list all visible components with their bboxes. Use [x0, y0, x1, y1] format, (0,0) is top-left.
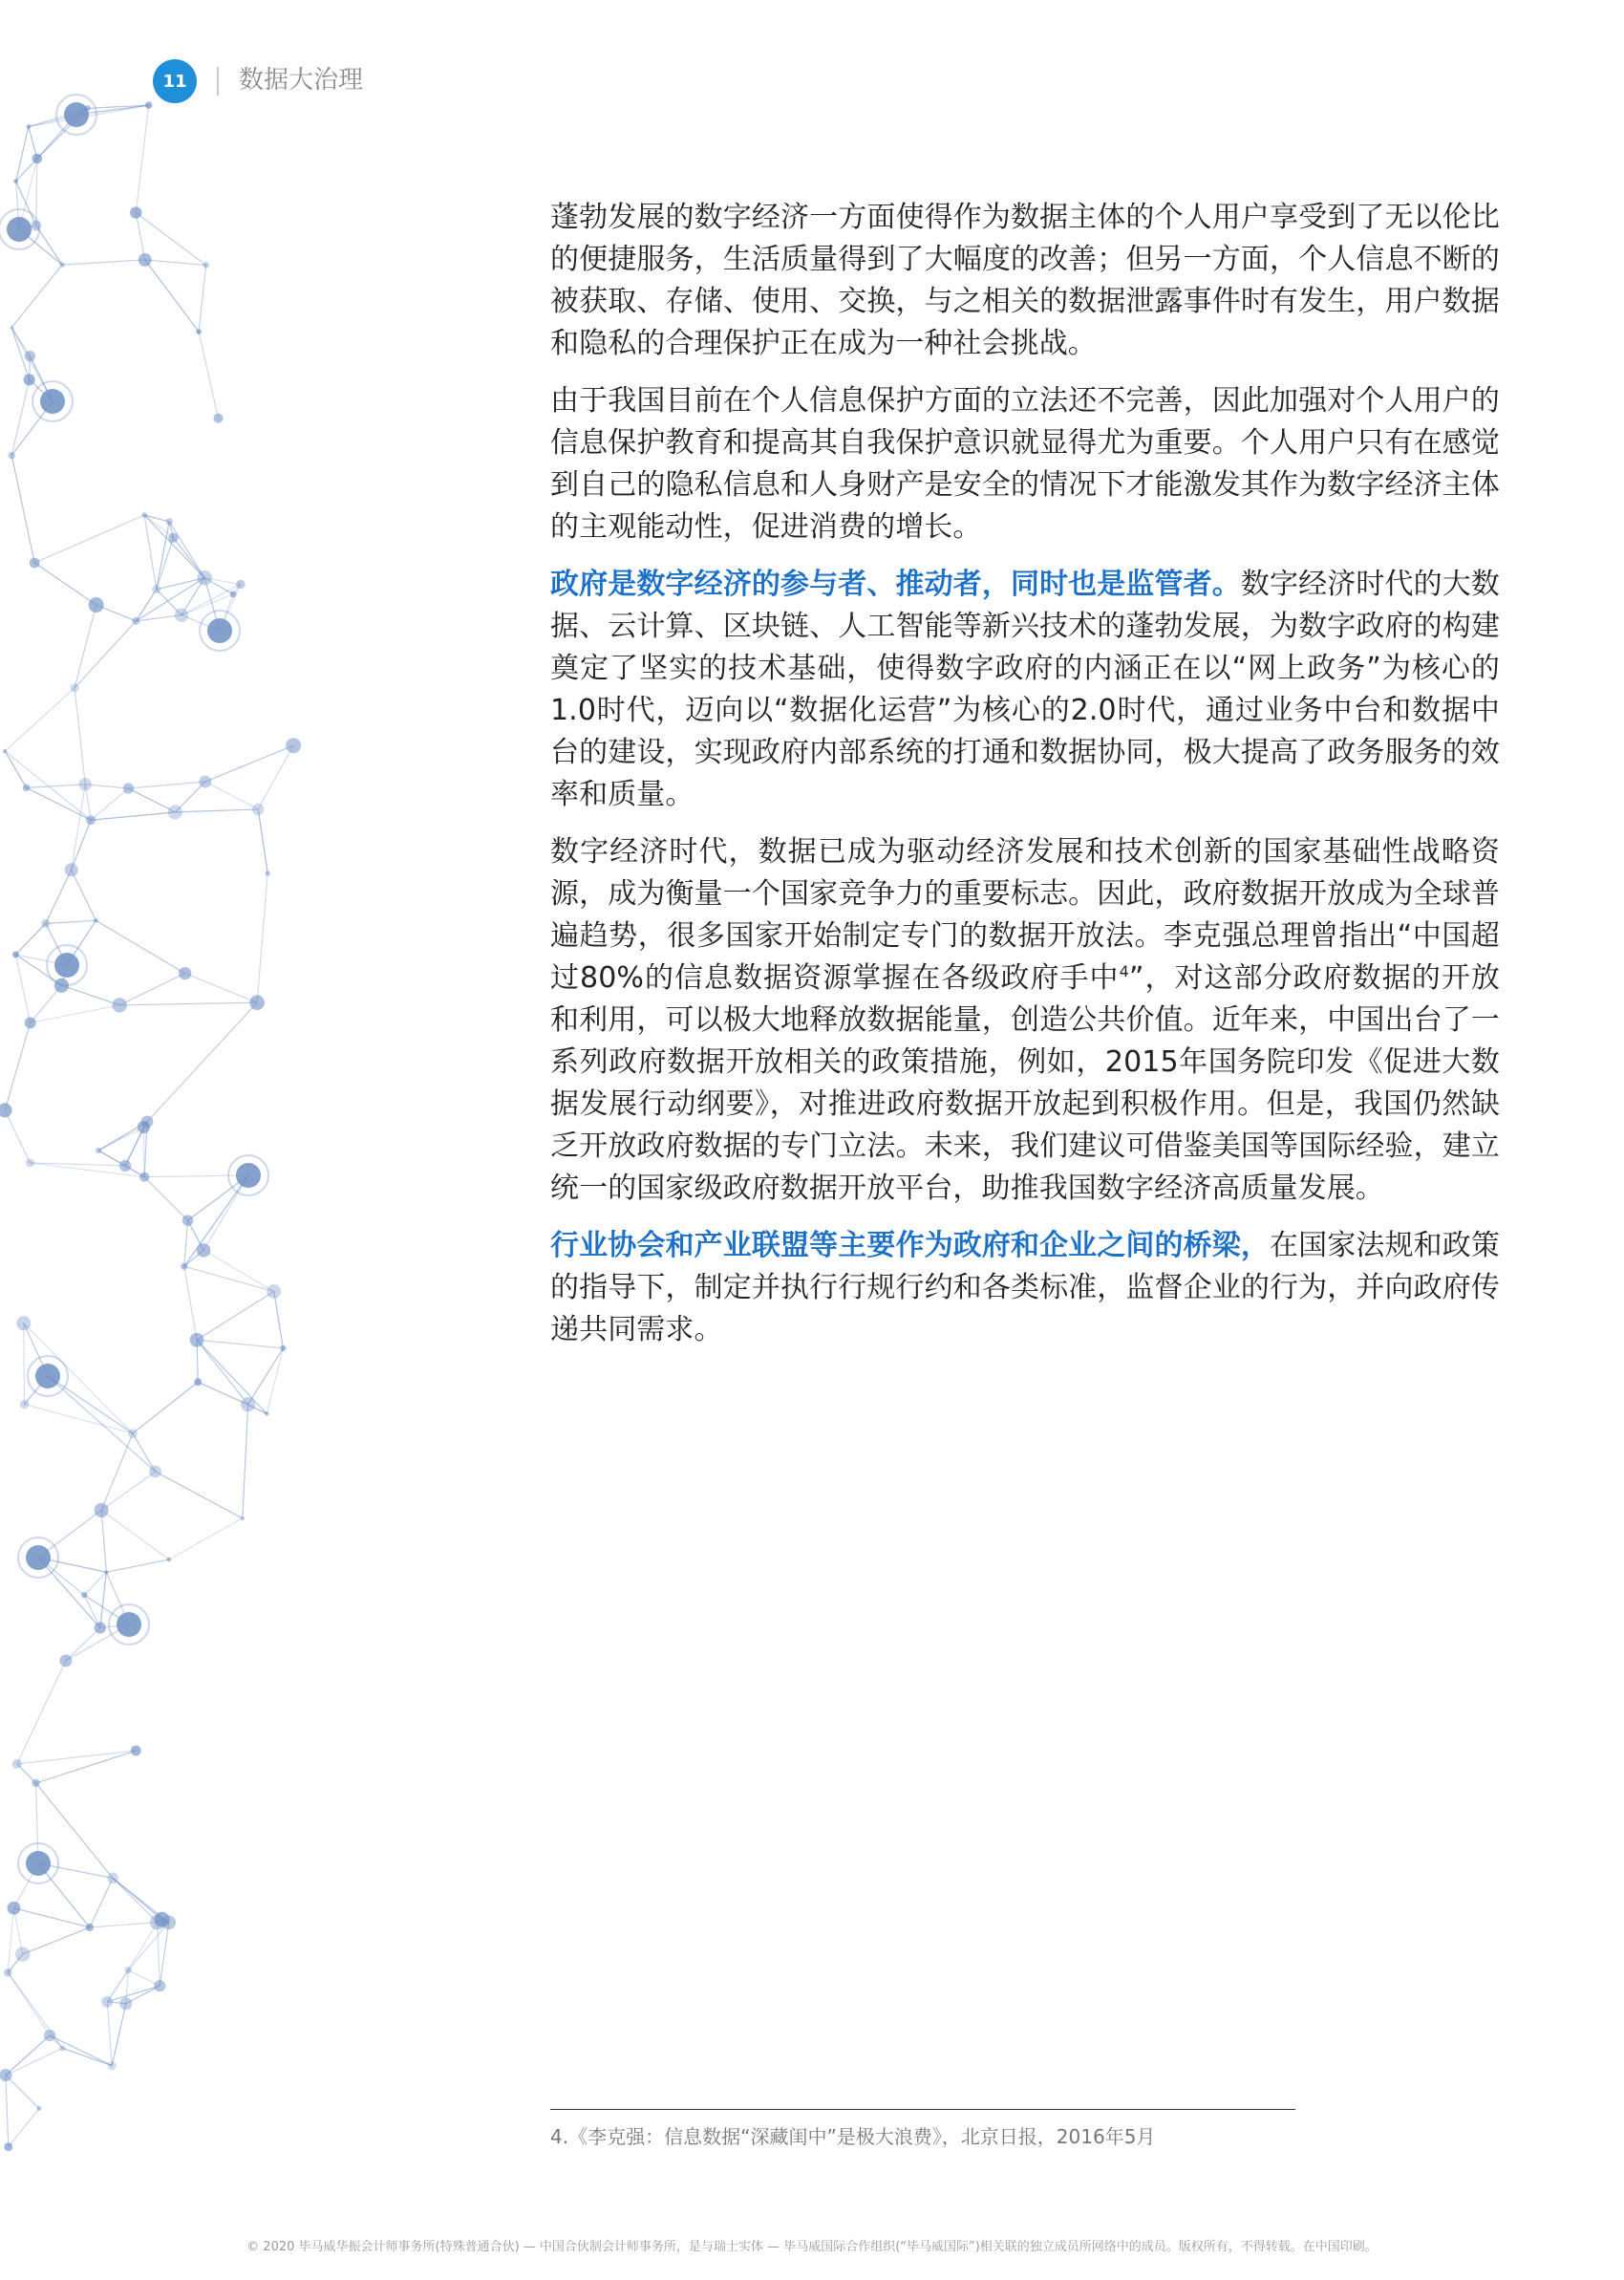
network-node — [40, 389, 65, 414]
network-node — [44, 2030, 55, 2041]
network-node — [181, 1263, 187, 1270]
network-node — [24, 374, 35, 385]
network-node — [86, 815, 96, 825]
network-line — [5, 751, 91, 820]
network-node — [165, 518, 172, 525]
network-node — [128, 1429, 138, 1438]
network-line — [100, 1572, 107, 1627]
network-node — [108, 2061, 117, 2070]
network-node — [54, 979, 69, 993]
network-node — [119, 1160, 131, 1172]
network-node — [13, 179, 18, 183]
paragraph-text: 蓬勃发展的数字经济一方面使得作为数据主体的个人用户享受到了无以伦比的便捷服务，生活质量得到了大幅度的改善；但另一方面，个人信息不断的被获取、存储、使用、交换，与之相关的数据泄露事件时有发生，用户数据和隐私的合理保护正在成为一种社会挑战。 — [550, 201, 1500, 360]
header-divider — [217, 67, 219, 96]
network-line — [25, 1405, 133, 1433]
network-node — [32, 154, 43, 164]
network-node — [267, 1284, 281, 1299]
paragraph — [550, 380, 1500, 548]
network-node — [25, 1017, 36, 1028]
network-node — [101, 1996, 113, 2008]
network-line — [5, 751, 26, 787]
network-line — [145, 260, 199, 332]
network-node — [3, 749, 7, 753]
network-line — [8, 1908, 13, 1973]
network-node — [20, 1400, 29, 1409]
network-node — [194, 1378, 202, 1386]
network-node — [168, 805, 182, 819]
network-line — [17, 1751, 136, 1764]
network-node — [26, 1159, 34, 1168]
network-line — [72, 870, 96, 920]
network-line — [27, 785, 86, 788]
paragraph — [550, 564, 1500, 816]
network-node — [59, 2045, 65, 2051]
network-line — [96, 920, 184, 973]
network-line — [62, 260, 145, 265]
network-node — [4, 2142, 12, 2151]
network-line — [175, 809, 258, 812]
network-line — [119, 1002, 257, 1005]
network-line — [46, 920, 96, 923]
network-line — [197, 1340, 248, 1404]
network-node — [12, 1759, 22, 1769]
network-line — [113, 1878, 158, 1922]
network-line — [136, 590, 156, 621]
network-node — [154, 1980, 165, 1991]
network-node — [0, 1103, 12, 1117]
network-line — [34, 563, 96, 605]
network-line — [91, 788, 128, 820]
network-node — [65, 863, 78, 876]
network-node — [249, 995, 265, 1010]
paragraph-text: 数字经济时代，数据已成为驱动经济发展和技术创新的国家基础性战略资源，成为衡量一个国家竞争力的重要标志。因此，政府数据开放成为全球普遍趋势，很多国家开始制定专门的数据开放法。李克强总理曾指出“中国超过80%的信息数据资源掌握在各级政府手中 — [550, 835, 1500, 995]
network-line — [133, 1433, 156, 1472]
network-node — [30, 558, 40, 569]
paragraph — [550, 831, 1500, 1210]
network-line — [16, 127, 29, 182]
network-node — [131, 1746, 141, 1756]
network-line — [107, 2002, 112, 2066]
network-node — [265, 871, 269, 875]
network-node — [4, 1968, 11, 1976]
network-line — [197, 1340, 267, 1413]
network-line — [257, 873, 267, 1002]
network-line — [84, 1572, 106, 1595]
network-node — [26, 1545, 51, 1570]
decorative-network-graphic — [0, 0, 449, 2280]
network-node — [241, 1516, 245, 1520]
network-node — [35, 1364, 60, 1388]
network-line — [184, 1175, 248, 1266]
network-node — [132, 617, 139, 625]
network-line — [24, 1323, 25, 1405]
network-node — [26, 1851, 51, 1876]
network-line — [106, 1559, 169, 1572]
network-node — [182, 1215, 194, 1226]
network-line — [6, 2076, 9, 2147]
network-node — [59, 1654, 72, 1667]
network-line — [199, 265, 206, 332]
network-line — [119, 974, 184, 1005]
network-node — [252, 804, 265, 816]
network-line — [203, 1175, 248, 1250]
network-node — [280, 1345, 286, 1351]
network-node — [31, 221, 41, 231]
network-node — [152, 585, 160, 593]
network-line — [144, 1177, 187, 1220]
network-node — [8, 1902, 21, 1915]
network-node — [59, 262, 65, 268]
network-line — [48, 1376, 133, 1433]
network-node — [95, 1503, 109, 1517]
network-line — [11, 456, 34, 563]
network-line — [61, 985, 119, 1005]
network-node — [141, 1116, 154, 1129]
network-line — [36, 1751, 137, 1783]
network-line — [173, 538, 204, 578]
network-line — [258, 809, 267, 873]
network-line — [27, 787, 91, 820]
network-line — [258, 745, 293, 809]
network-node — [213, 414, 223, 423]
network-line — [90, 1923, 158, 1927]
network-node — [139, 1172, 149, 1182]
network-node — [175, 608, 189, 622]
paragraph-text: ”，对这部分政府数据的开放和利用，可以极大地释放数据能量，创造公共价值。近年来，中国出台了一系列政府数据开放相关的政策措施，例如，2015年国务院印发《促进大数据发展行动纲要》，对推进政府数据开放起到积极作用。但是，我国仍然缺乏开放政府数据的专门立法。未来，我们建议可借鉴美国等国际经验，建立统一的国家级政府数据开放平台，助推我国数字经济高质量发展。 — [550, 961, 1500, 1205]
network-line — [5, 1022, 31, 1110]
network-line — [107, 1970, 128, 2002]
network-node — [168, 532, 178, 542]
network-node — [149, 1466, 161, 1478]
network-line — [34, 515, 144, 563]
network-node — [139, 253, 152, 267]
network-node — [199, 775, 211, 787]
network-node — [54, 953, 79, 978]
network-node — [7, 217, 32, 242]
network-line — [91, 812, 175, 820]
network-line — [23, 1927, 90, 1954]
network-line — [50, 2035, 112, 2066]
network-line — [17, 1661, 66, 1764]
network-line — [101, 1510, 169, 1559]
network-node — [145, 101, 152, 108]
network-node — [41, 919, 50, 928]
paragraph — [550, 1225, 1500, 1351]
network-line — [46, 870, 72, 923]
network-node — [112, 998, 126, 1012]
network-node — [130, 206, 141, 218]
network-node — [89, 597, 104, 613]
network-line — [63, 2048, 113, 2065]
network-line — [145, 260, 206, 266]
network-line — [72, 785, 86, 871]
network-node — [64, 102, 89, 127]
network-line — [147, 1002, 257, 1122]
network-line — [6, 2035, 50, 2076]
section-title: 数据大治理 — [239, 66, 364, 95]
network-node — [26, 124, 31, 129]
network-line — [136, 213, 144, 260]
network-node — [10, 326, 13, 330]
network-line — [6, 2076, 39, 2109]
network-node — [197, 570, 212, 586]
network-node — [123, 783, 134, 793]
network-line — [248, 1348, 284, 1405]
network-line — [184, 1220, 188, 1266]
network-node — [32, 1779, 39, 1787]
network-node — [150, 1915, 165, 1930]
network-node — [119, 1997, 132, 2010]
network-node — [86, 1924, 94, 1931]
network-node — [236, 580, 245, 589]
network-node — [36, 2106, 41, 2111]
network-line — [169, 1518, 243, 1559]
network-line — [11, 265, 62, 328]
network-line — [9, 2108, 39, 2146]
network-line — [197, 1340, 283, 1348]
network-node — [167, 1558, 172, 1562]
network-line — [13, 1908, 89, 1927]
network-line — [184, 1266, 197, 1340]
network-line — [36, 226, 62, 265]
network-node — [95, 1622, 106, 1633]
network-node — [81, 1592, 87, 1598]
network-line — [197, 1291, 274, 1340]
copyright-notice: © 2020 毕马威华振会计师事务所(特殊普通合伙) — 中国合伙制会计师事务所，是与瑞士实体 — 毕马威国际合作组织(“毕马威国际”)相关联的独立成员所网络中的成员。版权所有，不得转载。在中国印刷。 — [246, 2240, 1378, 2254]
network-line — [267, 1348, 283, 1414]
network-line — [144, 1175, 248, 1177]
network-node — [230, 591, 237, 597]
network-node — [207, 618, 232, 643]
network-line — [6, 2048, 63, 2075]
network-node — [104, 1570, 108, 1574]
network-node — [241, 1397, 255, 1411]
network-line — [128, 1923, 157, 1970]
network-node — [71, 683, 79, 692]
network-line — [205, 782, 258, 809]
network-node — [286, 738, 301, 753]
network-node — [203, 262, 209, 269]
network-line — [158, 1923, 160, 1987]
network-node — [25, 351, 35, 361]
network-line — [205, 745, 293, 782]
network-line — [38, 1558, 100, 1627]
network-line — [48, 1376, 156, 1472]
network-node — [196, 329, 202, 334]
network-node — [96, 1148, 101, 1153]
network-line — [243, 1405, 248, 1518]
footnote-ref[interactable]: 4 — [1119, 962, 1129, 980]
network-line — [136, 578, 204, 621]
network-line — [101, 1510, 106, 1572]
network-node — [78, 778, 92, 791]
paragraph-lead: 行业协会和产业联盟等主要作为政府和企业之间的桥梁， — [550, 1229, 1271, 1262]
network-line — [156, 1472, 243, 1518]
network-line — [203, 1250, 274, 1291]
network-line — [90, 1878, 113, 1927]
network-node — [12, 952, 19, 958]
paragraph-text: 在国家法规和政策的指导下，制定并执行行规行约和各类标准，监督企业的行为，并向政府传递共同需求。 — [550, 1229, 1500, 1346]
network-node — [197, 1243, 211, 1258]
network-node — [179, 967, 191, 979]
network-line — [184, 1266, 274, 1291]
network-node — [9, 452, 15, 459]
footnote-rule — [550, 2109, 1295, 2110]
footnote-text: 4.《李克强：信息数据“深藏闺中”是极大浪费》，北京日报，2016年5月 — [550, 2125, 1156, 2148]
network-line — [75, 688, 85, 785]
network-line — [85, 785, 128, 788]
network-line — [136, 105, 148, 212]
network-node — [117, 1612, 141, 1637]
network-node — [15, 1947, 31, 1962]
network-node — [265, 1411, 268, 1415]
network-node — [23, 785, 31, 792]
network-node — [84, 105, 91, 112]
network-line — [11, 328, 53, 401]
network-line — [5, 688, 75, 751]
network-node — [190, 1333, 204, 1347]
network-line — [274, 1291, 284, 1347]
network-line — [133, 1382, 198, 1433]
network-line — [169, 522, 204, 578]
network-line — [31, 1005, 119, 1023]
network-line — [72, 820, 91, 870]
page-number-badge: 11 — [153, 59, 197, 103]
network-node — [107, 1873, 118, 1884]
paragraph-text: 由于我国目前在个人信息保护方面的立法还不完善，因此加强对个人用户的信息保护教育和提高其自我保护意识就显得尤为重要。个人用户只有在感觉到自己的隐私信息和人身财产是安全的情况下才能激发其作为数字经济主体的主观能动性，促进消费的增长。 — [550, 384, 1500, 544]
network-line — [36, 159, 37, 226]
network-line — [128, 788, 175, 812]
paragraph-text: 数字经济时代的大数据、云计算、区块链、人工智能等新兴技术的蓬勃发展，为数字政府的构建奠定了坚实的技术基础，使得数字政府的内涵正在以“网上政务”为核心的1.0时代，迈向以“数据化运营”为核心的2.0时代，通过业务中台和数据中台的建设，实现政府内部系统的打通和数据协同，极大提高了政务服务的效率和质量。 — [550, 568, 1500, 811]
paragraph — [550, 197, 1500, 365]
network-node — [16, 1316, 31, 1330]
network-line — [112, 2004, 126, 2066]
network-line — [15, 955, 30, 1022]
network-line — [5, 1110, 30, 1163]
network-node — [236, 1163, 261, 1188]
network-line — [185, 974, 257, 1003]
network-line — [128, 782, 204, 788]
body-text — [550, 197, 1500, 1366]
network-node — [125, 1967, 132, 1973]
network-line — [15, 923, 45, 955]
network-node — [94, 918, 98, 923]
network-line — [199, 332, 218, 419]
paragraph-lead: 政府是数字经济的参与者、推动者，同时也是监管者。 — [550, 568, 1241, 601]
network-node — [141, 512, 147, 518]
